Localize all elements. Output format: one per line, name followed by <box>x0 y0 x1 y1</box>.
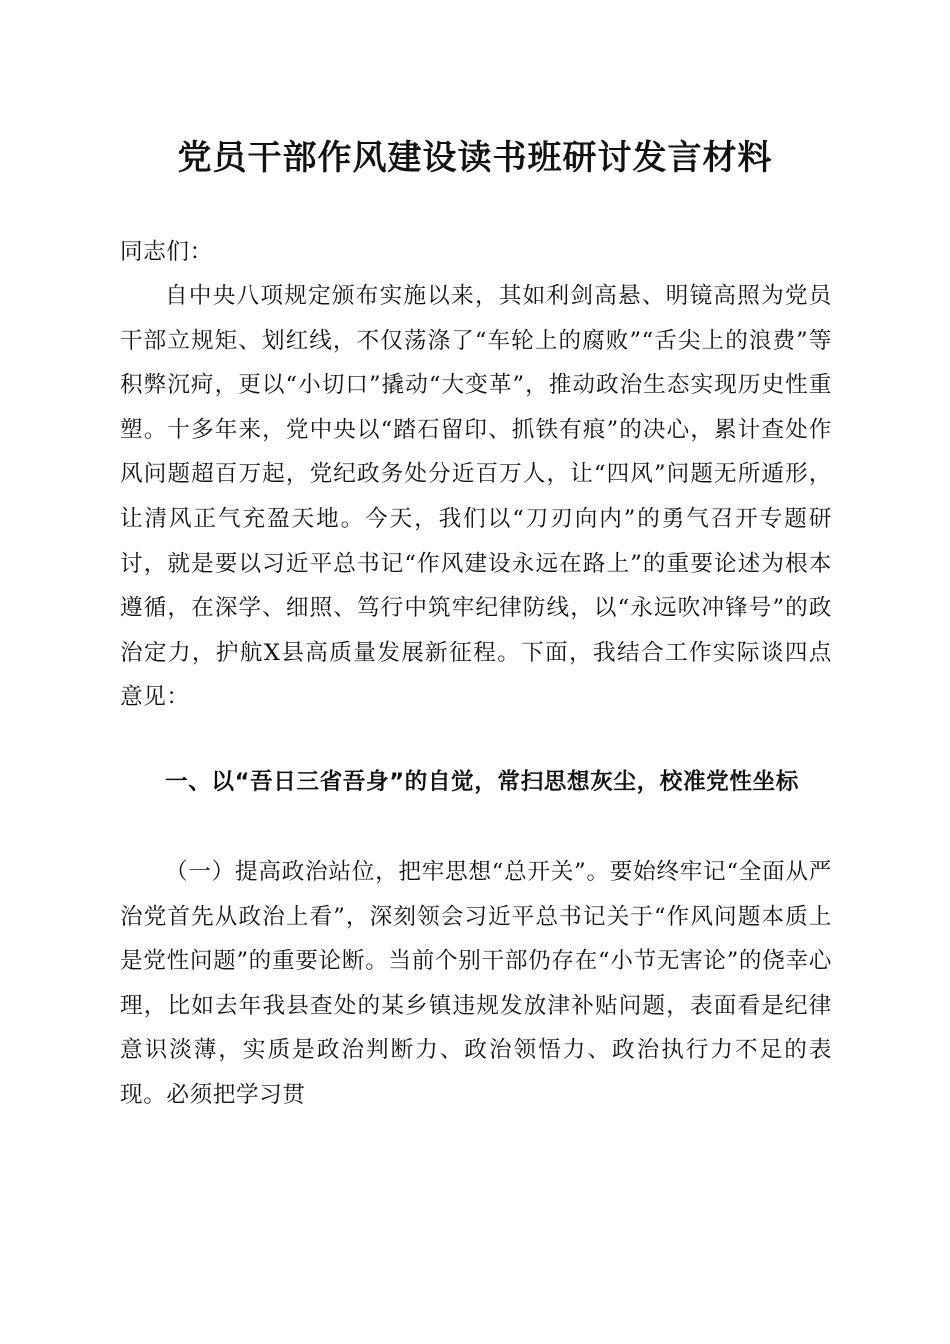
paragraph-1-1: （一）提高政治站位，把牢思想“总开关”。要始终牢记“全面从严治党首先从政治上看”，深刻领会习近平总书记关于“作风问题本质上是党性问题”的重要论断。当前个别干部仍存在“小节无害论”的侥幸心理，比如去年我县查处的某乡镇违规发放津补贴问题，表面看是纪律意识淡薄，实质是政治判断力、政治领悟力、政治执行力不足的表现。必须把学习贯 <box>120 859 832 1108</box>
section-heading-1: 一、以“吾日三省吾身”的自觉，常扫思想灰尘，校准党性坐标 <box>165 769 799 795</box>
salutation: 同志们： <box>120 239 213 265</box>
paragraph-intro: 自中央八项规定颁布实施以来，其如利剑高悬、明镜高照为党员干部立规矩、划红线，不仅荡涤了“车轮上的腐败”“舌尖上的浪费”等积弊沉疴，更以“小切口”撬动“大变革”，推动政治生态实现历史性重塑。十多年来，党中央以“踏石留印、抓铁有痕”的决心，累计查处作风问题超百万起，党纪政务处分近百万人，让“四风”问题无所遁形，让清风正气充盈天地。今天，我们以“刀刃向内”的勇气召开专题研讨，就是要以习近平总书记“作风建设永远在路上”的重要论述为根本遵循，在深学、细照、笃行中筑牢纪律防线，以“永远吹冲锋号”的政治定力，护航X县高质量发展新征程。下面，我结合工作实际谈四点意见： <box>120 283 832 711</box>
document-title: 党员干部作风建设读书班研讨发言材料 <box>177 138 773 178</box>
